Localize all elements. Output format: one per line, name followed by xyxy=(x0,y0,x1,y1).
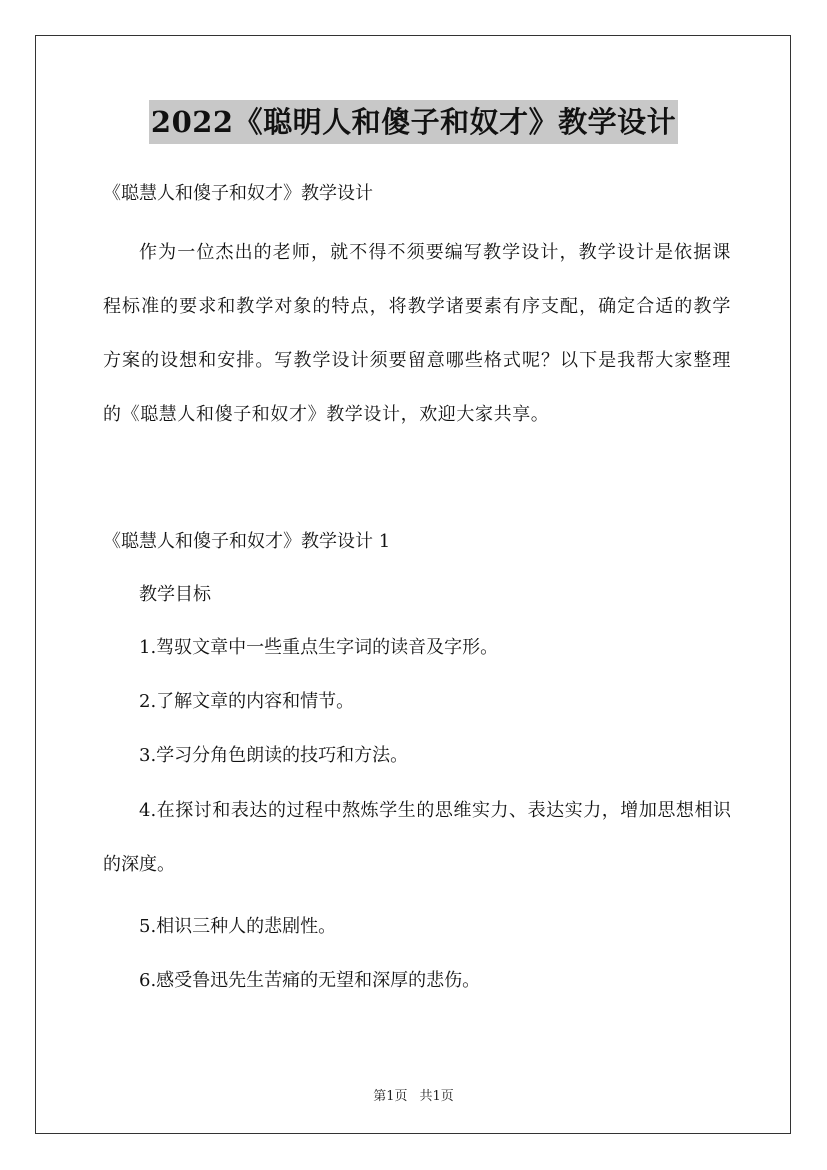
objective-item: 6.感受鲁迅先生苦痛的无望和深厚的悲伤。 xyxy=(139,970,481,991)
objective-item: 2.了解文章的内容和情节。 xyxy=(139,691,355,712)
objective-item: 3.学习分角色朗读的技巧和方法。 xyxy=(139,745,409,766)
page-number: 第1页 xyxy=(373,1089,408,1104)
document-title: 2022《聪明人和傻子和奴才》教学设计 xyxy=(149,100,678,144)
page-total: 共1页 xyxy=(419,1089,454,1104)
document-body xyxy=(103,176,731,1000)
objective-item: 5.相识三种人的悲剧性。 xyxy=(139,916,337,937)
document-subtitle: 《聪慧人和傻子和奴才》教学设计 xyxy=(103,183,373,204)
objectives-heading: 教学目标 xyxy=(139,584,211,605)
title-container xyxy=(0,100,827,144)
page-footer xyxy=(0,1085,827,1104)
objective-item: 1.驾驭文章中一些重点生字词的读音及字形。 xyxy=(139,637,499,658)
section-title: 《聪慧人和傻子和奴才》教学设计 1 xyxy=(103,531,391,552)
objective-item: 4.在探讨和表达的过程中熬炼学生的思维实力、表达实力，增加思想相识的深度。 xyxy=(103,800,731,875)
intro-paragraph: 作为一位杰出的老师，就不得不须要编写教学设计，教学设计是依据课程标准的要求和教学对象的特点，将教学诸要素有序支配，确定合适的教学方案的设想和安排。写教学设计须要留意哪些格式呢？以下是我帮大家整理的《聪慧人和傻子和奴才》教学设计，欢迎大家共享。 xyxy=(103,242,731,425)
